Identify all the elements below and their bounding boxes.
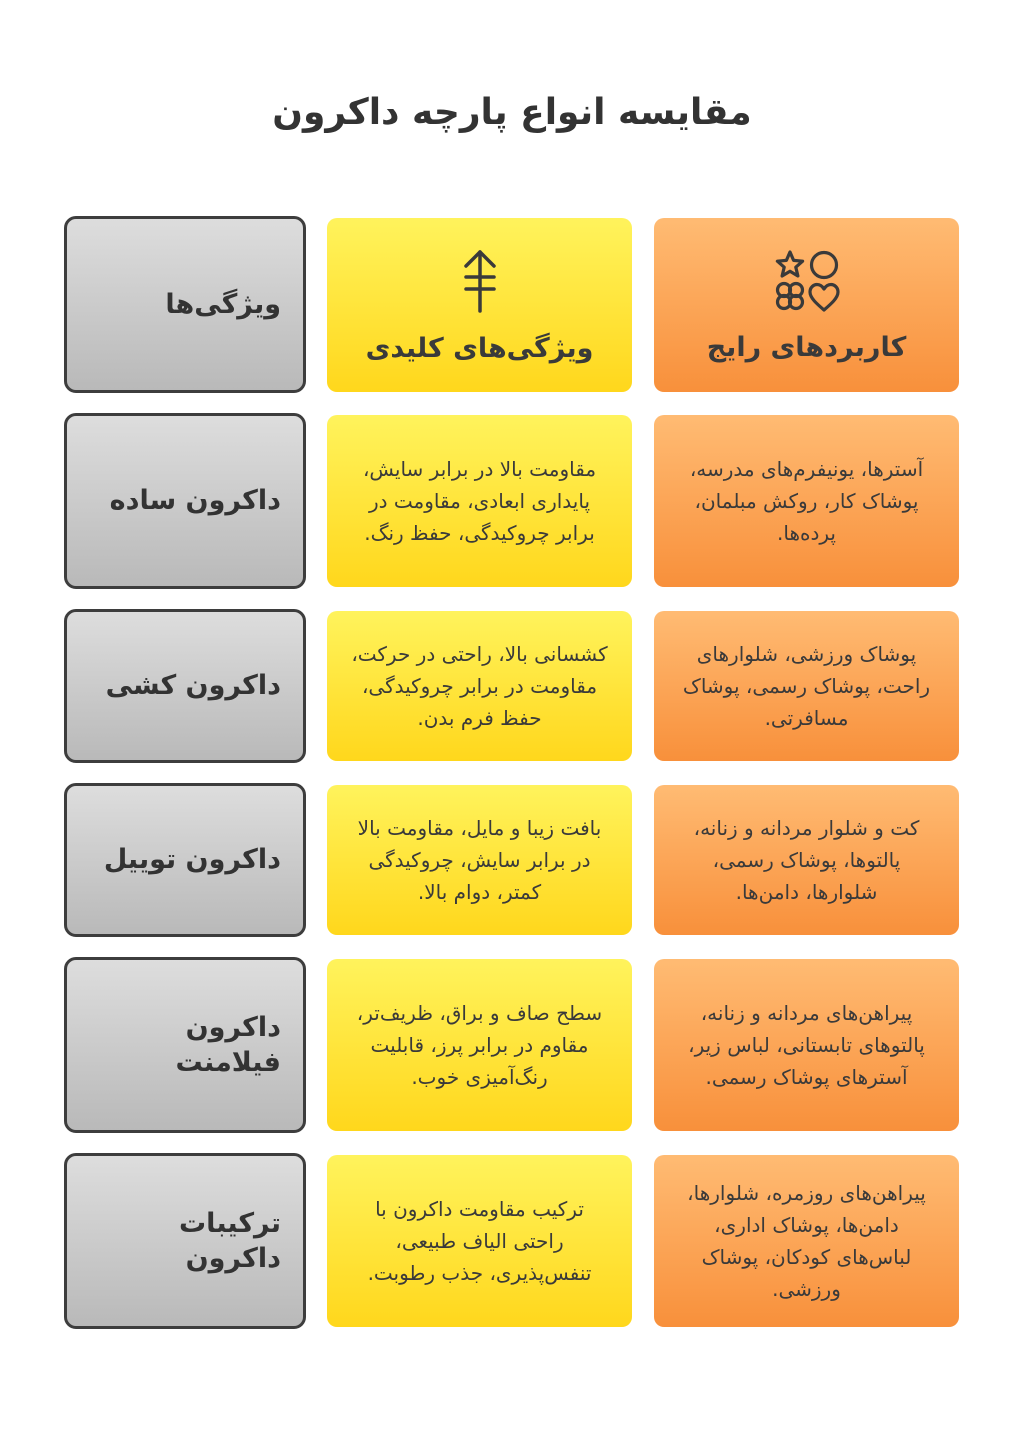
- uses-text: پیراهن‌های روزمره، شلوارها، دامن‌ها، پوشاک اداری، لباس‌های کودکان، پوشاک ورزشی.: [687, 1181, 926, 1301]
- uses-header-title: کاربردهای رایج: [706, 331, 907, 363]
- features-text: سطح صاف و براق، ظریف‌تر، مقاوم در برابر پرز، قابلیت رنگ‌آمیزی خوب.: [356, 1001, 603, 1089]
- shapes-icon: [773, 248, 841, 314]
- row-label: داکرون توییل: [103, 844, 281, 876]
- row-label-cell: [64, 609, 306, 763]
- features-cell: [327, 959, 632, 1131]
- uses-cell: [654, 959, 959, 1131]
- features-text: کشسانی بالا، راحتی در حرکت، مقاومت در برابر چروکیدگی، حفظ فرم بدن.: [351, 642, 608, 730]
- sparkle-arrow-icon: [460, 247, 500, 315]
- features-text: بافت زیبا و مایل، مقاومت بالا در برابر سایش، چروکیدگی کمتر، دوام بالا.: [357, 816, 602, 904]
- uses-cell: [654, 611, 959, 761]
- features-text: ترکیب مقاومت داکرون با راحتی الیاف طبیعی، تنفس‌پذیری، جذب رطوبت.: [367, 1197, 592, 1285]
- row-label-cell: [64, 783, 306, 937]
- row-label-cell: [64, 957, 306, 1133]
- features-cell: [327, 611, 632, 761]
- header-label: ویژگی‌ها: [165, 288, 281, 320]
- row-label-cell: [64, 1153, 306, 1329]
- uses-cell: [654, 415, 959, 587]
- row-label: داکرون کشی: [105, 670, 281, 702]
- uses-text: آسترها، یونیفرم‌های مدرسه، پوشاک کار، روکش مبلمان، پرده‌ها.: [689, 457, 924, 545]
- uses-header-cell: [654, 218, 959, 392]
- uses-cell: [654, 785, 959, 935]
- features-header-title: ویژگی‌های کلیدی: [365, 332, 594, 364]
- features-cell: [327, 785, 632, 935]
- uses-text: پیراهن‌های مردانه و زنانه، پالتوهای تابستانی، لباس زیر، آسترهای پوشاک رسمی.: [688, 1001, 925, 1089]
- header-label-cell: [64, 216, 306, 393]
- features-text: مقاومت بالا در برابر سایش، پایداری ابعادی، مقاومت در برابر چروکیدگی، حفظ رنگ.: [362, 457, 597, 545]
- uses-text: کت و شلوار مردانه و زنانه، پالتوها، پوشاک رسمی، شلوارها، دامن‌ها.: [693, 816, 920, 904]
- row-label: ترکیبات داکرون: [179, 1207, 281, 1274]
- uses-cell: [654, 1155, 959, 1327]
- features-header-cell: [327, 218, 632, 392]
- row-label: داکرون ساده: [109, 485, 281, 517]
- features-cell: [327, 415, 632, 587]
- uses-text: پوشاک ورزشی، شلوارهای راحت، پوشاک رسمی، پوشاک مسافرتی.: [682, 642, 931, 730]
- features-cell: [327, 1155, 632, 1327]
- row-label: داکرون فیلامنت: [175, 1011, 281, 1078]
- row-label-cell: [64, 413, 306, 589]
- page-title: مقایسه انواع پارچه داکرون: [272, 92, 752, 133]
